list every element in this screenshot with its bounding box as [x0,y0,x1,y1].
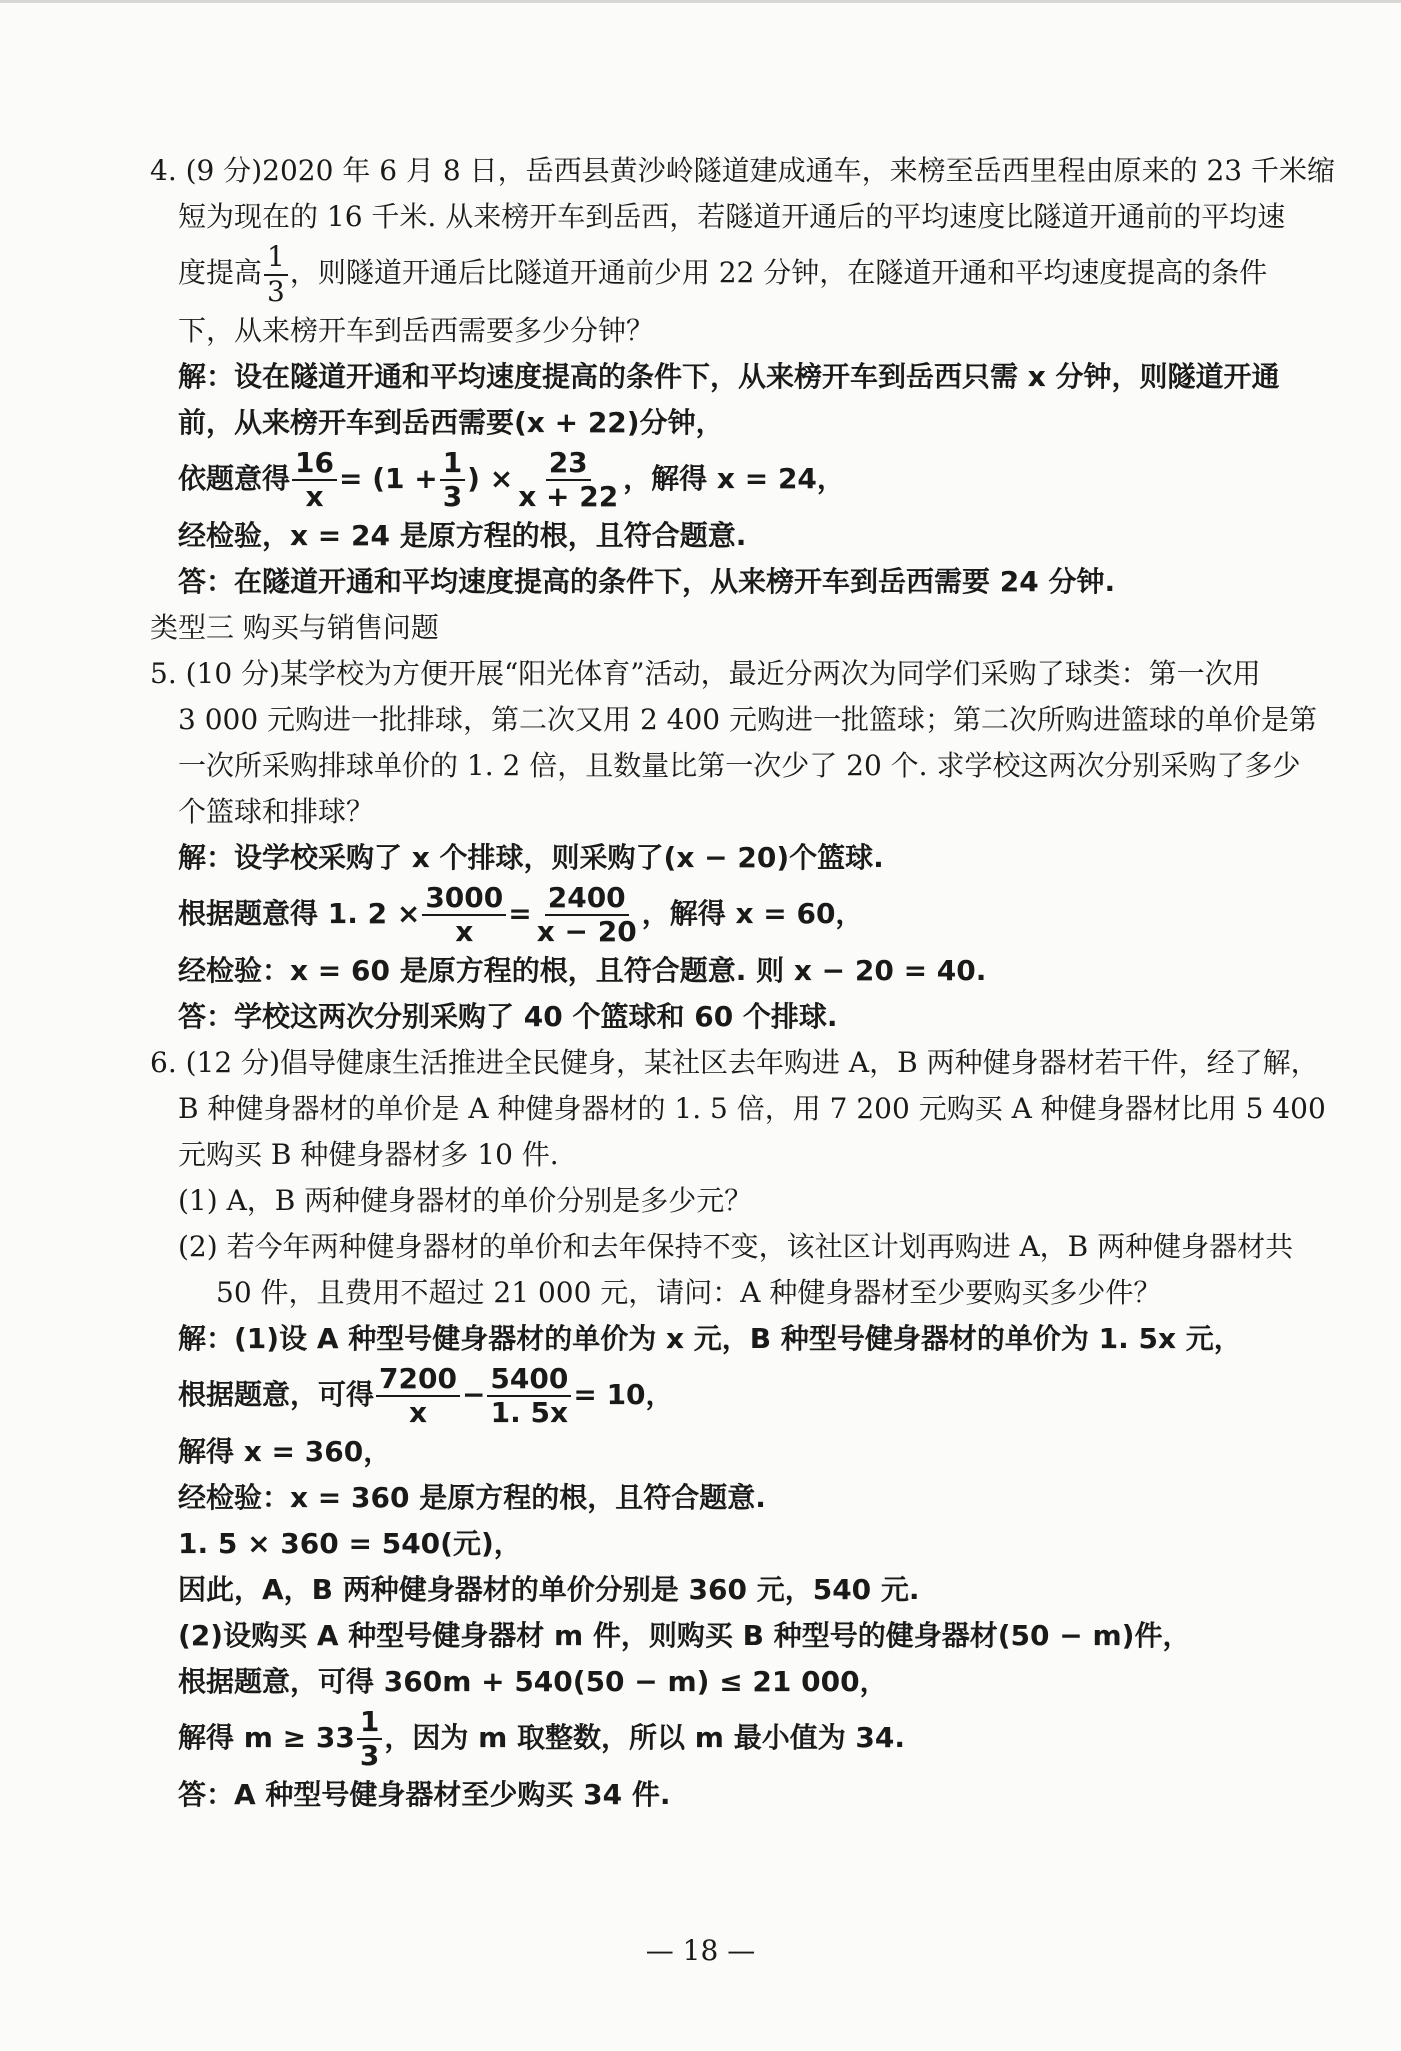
text: = (1 + [338,461,438,495]
denominator: x [408,1396,428,1430]
problem-6-question-2: (2) 若今年两种健身器材的单价和去年保持不变，该社区计划再购进 A，B 两种健身器材共 [178,1230,1294,1264]
problem-5-line-2: 3 000 元购进一批排球，第二次又用 2 400 元购进一批篮球；第二次所购进篮球的单价是第 [178,702,1318,736]
numerator: 2400 [545,882,629,916]
problem-6-line-2: B 种健身器材的单价是 A 种健身器材的 1. 5 倍，用 7 200 元购买 A 种健身器材比用 5 400 [178,1092,1326,1126]
solution-5-equation [150,881,1350,948]
fraction-23-over-x-plus-22 [515,447,621,513]
text: 根据题意，可得 [178,1378,375,1412]
solution-6-inequality: 根据题意，可得 360m + 540(50 − m) ≤ 21 000， [178,1665,888,1699]
solution-4-line-2: 前，从来榜开车到岳西需要(x + 22)分钟， [178,405,724,439]
solution-4-line-1: 解：设在隧道开通和平均速度提高的条件下，从来榜开车到岳西只需 x 分钟，则隧道开通 [178,359,1280,393]
denominator: x [455,914,474,948]
text: ，解得 x = 24， [623,461,845,495]
problem-6-line-1: 6. (12 分)倡导健康生活推进全民健身，某社区去年购进 A，B 两种健身器材若干件，经了解， [150,1046,1319,1080]
section-heading: 类型三 购买与销售问题 [150,610,439,644]
solution-4-answer: 答：在隧道开通和平均速度提高的条件下，从来榜开车到岳西需要 24 分钟. [178,564,1116,598]
numerator: 3000 [422,882,506,916]
solution-6-compute: 1. 5 × 360 = 540(元)， [178,1527,522,1561]
problem-4-line-3 [150,240,1350,308]
denominator: x [305,479,324,513]
denominator: 3 [442,479,463,513]
problem-6-question-2-cont: 50 件，且费用不超过 21 000 元，请问：A 种健身器材至少要购买多少件？ [216,1276,1162,1310]
solution-6-conclusion-1: 因此，A，B 两种健身器材的单价分别是 360 元，540 元. [178,1573,920,1607]
fraction-7200-over-x [376,1363,460,1429]
numerator: 1 [264,241,288,275]
text: = [508,896,532,930]
solution-6-solve: 解得 x = 360， [178,1435,392,1469]
numerator: 1 [440,447,465,481]
solution-4-equation [150,446,1350,513]
solution-6-answer: 答：A 种型号健身器材至少购买 34 件. [178,1778,671,1812]
problem-4-line-4: 下，从来榜开车到岳西需要多少分钟？ [178,313,655,347]
numerator: 7200 [376,1363,460,1397]
numerator: 5400 [487,1363,571,1397]
solution-6-result [150,1705,1350,1772]
solution-5-line-1: 解：设学校采购了 x 个排球，则采购了(x − 20)个篮球. [178,840,884,874]
solution-4-check: 经检验，x = 24 是原方程的根，且符合题意. [178,518,747,552]
problem-4-line-1: 4. (9 分)2020 年 6 月 8 日，岳西县黄沙岭隧道建成通车，来榜至岳西里程由原来的 23 千米缩 [150,154,1335,187]
page-number: — 18 — [645,1934,756,1967]
numerator: 16 [292,447,337,481]
fraction-one-third [357,1706,382,1772]
text: ) × [467,461,514,495]
document-body [150,148,1350,1818]
problem-6-line-3: 元购买 B 种健身器材多 10 件. [178,1138,559,1172]
denominator: x + 22 [518,479,619,513]
problem-4-line-2: 短为现在的 16 千米. 从来榜开车到岳西，若隧道开通后的平均速度比隧道开通前的平均速 [178,200,1286,233]
text: ，则隧道开通后比隧道开通前少用 22 分钟，在隧道开通和平均速度提高的条件 [289,256,1268,289]
denominator: x − 20 [536,914,637,948]
text: 度提高 [178,256,263,289]
solution-5-answer: 答：学校这两次分别采购了 40 个篮球和 60 个排球. [178,1000,838,1034]
problem-5-line-1: 5. (10 分)某学校为方便开展“阳光体育”活动，最近分两次为同学们采购了球类：第一次用 [150,656,1261,690]
fraction-one-third [440,447,465,513]
numerator: 23 [546,447,591,481]
text: − [461,1378,486,1412]
denominator: 3 [359,1739,380,1773]
fraction-5400-over-1-5x [487,1363,571,1429]
text: 依题意得 [178,461,291,495]
problem-5-line-4: 个篮球和排球？ [178,794,375,828]
text: 根据题意得 1. 2 × [178,896,421,930]
problem-5-line-3: 一次所采购排球单价的 1. 2 倍，且数量比第一次少了 20 个. 求学校这两次分别采购了多少 [178,748,1301,782]
numerator: 1 [357,1706,382,1740]
text: 解得 m ≥ 33 [178,1721,355,1755]
denominator: 3 [267,274,285,308]
fraction-16-over-x [292,447,337,513]
fraction-3000-over-x [422,882,506,948]
solution-6-line-1: 解：(1)设 A 种型号健身器材的单价为 x 元，B 种型号健身器材的单价为 1. 5x 元， [178,1322,1242,1356]
solution-6-part-2: (2)设购买 A 种型号健身器材 m 件，则购买 B 种型号的健身器材(50 − m)件， [178,1619,1191,1653]
text: ，因为 m 取整数，所以 m 最小值为 34. [384,1721,906,1755]
text: ，解得 x = 60， [641,896,864,930]
scan-edge [0,0,1401,3]
solution-5-check: 经检验：x = 60 是原方程的根，且符合题意. 则 x − 20 = 40. [178,954,987,988]
text: = 10， [573,1378,674,1412]
fraction-one-third [264,241,288,307]
solution-6-check: 经检验：x = 360 是原方程的根，且符合题意. [178,1481,766,1515]
denominator: 1. 5x [490,1396,569,1430]
problem-6-question-1: (1) A，B 两种健身器材的单价分别是多少元？ [178,1184,753,1218]
solution-6-equation [150,1362,1350,1429]
fraction-2400-over-x-minus-20 [534,882,640,948]
